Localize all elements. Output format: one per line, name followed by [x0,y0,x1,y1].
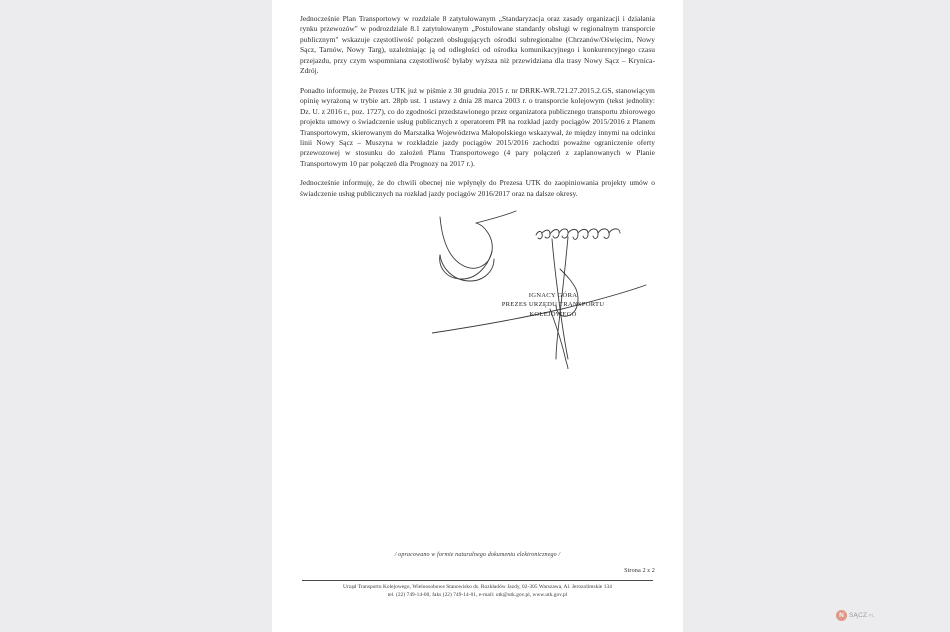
signature-area [300,215,655,445]
handwritten-signature-icon [432,209,662,369]
page-content [300,14,655,618]
footer-divider [302,580,653,581]
watermark-label-text: SĄCZ [849,612,868,619]
signatory-title-line-1: PREZES URZĘDU TRANSPORTU [501,301,605,309]
footer-address [300,584,655,599]
watermark-badge-icon: N [836,610,847,621]
document-page [272,0,683,632]
signatory-name: IGNACY GÓRA [528,292,578,300]
body-paragraph-2: Ponadto informuję, że Prezes UTK już w piśmie z 30 grudnia 2015 r. nr DRRK-WR.721.27.2015.2.GS, stanowiącym opinię wyrażoną w trybie art. 28pb ust. 1 ustawy z dnia 28 marca 2003 r. o transporcie kolejowym (tekst jednolity: Dz. U. z 2016 r., poz. 1727), co do zgodności przedstawionego przez organizatora publicznego transportu zbiorowego projektu umowy o świadczenie usług publicznych z operatorem PR na rozkład jazdy pociągów 2015/2016 z Planem Transportowym, skierowanym do Marszałka Województwa Małopolskiego wskazywał, że między innymi na odcinku linii Nowy Sącz – Muszyna w rozkładzie jazdy pociągów 2015/2016 zachodzi poważne ograniczenie oferty przewozowej w stosunku do założeń Planu Transportowego (4 pary połączeń z zaplanowanych w Planie Transportowym 10 par połączeń dla Prognozy na 2017 r.). [300,85,655,168]
watermark-label [849,612,875,619]
body-paragraph-1: Jednocześnie Plan Transportowy w rozdziale 8 zatytułowanym „Standaryzacja oraz zasady organizacji i działania rynku przewozów" w podrozdziale 8.1 zatytułowanym „Postulowane standardy obsługi w regionalnym transporcie publicznym" wskazuje częstotliwość połączeń obsługujących ośrodki subregionalne (Chrzanów/Oświęcim, Nowy Sącz, Tarnów, Nowy Targ), uzależniając ją od odległości od ośrodka komunikacyjnego i konkurencyjnego czasu przejazdu, przy czym wspomniana częstotliwość byłaby wyższa niż przewidziana dla trasy Nowy Sącz – Krynica-Zdrój. [300,14,655,76]
body-paragraph-3: Jednocześnie informuję, że do chwili obecnej nie wpłynęły do Prezesa UTK do zaopiniowania projekty umów o świadczenie usług publicznych na rozkład jazdy pociągów 2016/2017 oraz na dalsze okresy. [300,178,655,198]
signatory-title-line-2: KOLEJOWEGO [529,310,577,318]
footer-address-line-2: tel. (22) 749-14-00, faks (22) 749-14-01, e-mail: utk@utk.gov.pl, www.utk.gov.pl [387,591,568,598]
footer-address-line-1: Urząd Transportu Kolejowego, Wieloosobowe Stanowisko ds. Rozkładów Jazdy, 02-305 Warszawa, Al. Jerozolimskie 134 [343,584,612,590]
electronic-document-note: / opracowano w formie naturalnego dokumentu elektronicznego / [394,552,561,558]
site-watermark [836,610,875,621]
signature-name-block [448,291,658,319]
watermark-sublabel-text: .PL [867,613,875,618]
page-number: Strona 2 z 2 [624,567,655,574]
